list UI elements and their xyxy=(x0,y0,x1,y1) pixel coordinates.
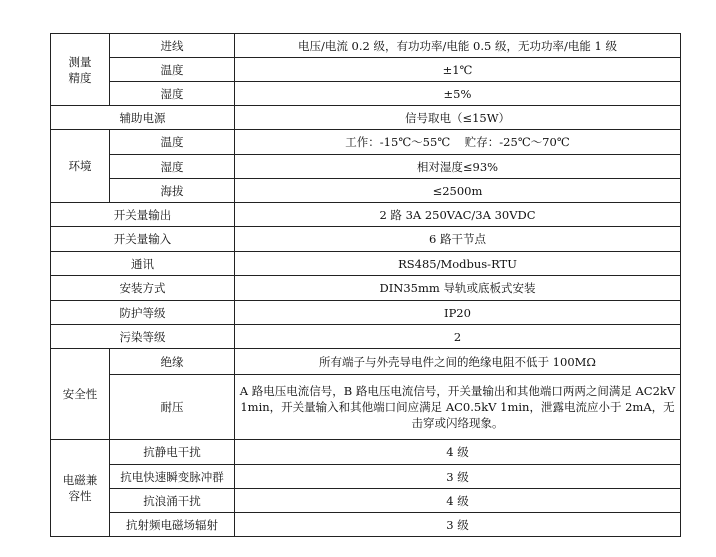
table-row xyxy=(51,227,681,252)
table-row xyxy=(51,130,681,155)
row-label: 抗射频电磁场辐射 xyxy=(110,513,235,537)
row-label: 海拔 xyxy=(110,179,235,203)
table-row xyxy=(51,325,681,349)
row-label: 开关量输出 xyxy=(51,203,235,227)
table-row xyxy=(51,58,681,82)
row-value: A 路电压电流信号，B 路电压电流信号，开关量输出和其他端口两两之间满足 AC2kV 1min，开关量输入和其他端口间应满足 AC0.5kV 1min，泄露电流应小于 2mA，无击穿或闪络现象。 xyxy=(235,375,681,440)
table-row xyxy=(51,513,681,537)
row-label: 抗静电干扰 xyxy=(110,440,235,465)
row-label: 湿度 xyxy=(110,82,235,106)
row-label: 湿度 xyxy=(110,155,235,179)
row-value: 2 xyxy=(235,325,681,349)
table-row xyxy=(51,301,681,325)
row-value: 4 级 xyxy=(235,489,681,513)
row-value: 电压/电流 0.2 级，有功功率/电能 0.5 级，无功功率/电能 1 级 xyxy=(235,34,681,58)
row-label: 污染等级 xyxy=(51,325,235,349)
row-label: 通讯 xyxy=(51,252,235,276)
row-value: 4 级 xyxy=(235,440,681,465)
spec-table xyxy=(50,33,681,537)
row-value: ±1℃ xyxy=(235,58,681,82)
row-value: 3 级 xyxy=(235,513,681,537)
row-value: ±5% xyxy=(235,82,681,106)
row-value: 2 路 3A 250VAC/3A 30VDC xyxy=(235,203,681,227)
row-label: 耐压 xyxy=(110,375,235,440)
row-value: 所有端子与外壳导电件之间的绝缘电阻不低于 100MΩ xyxy=(235,349,681,375)
row-value: 相对湿度≤93% xyxy=(235,155,681,179)
table-row xyxy=(51,82,681,106)
table-row xyxy=(51,252,681,276)
table-row xyxy=(51,34,681,58)
row-label: 安装方式 xyxy=(51,276,235,301)
table-row xyxy=(51,276,681,301)
row-label: 温度 xyxy=(110,130,235,155)
row-label: 抗浪涌干扰 xyxy=(110,489,235,513)
table-row xyxy=(51,155,681,179)
table-row xyxy=(51,179,681,203)
table-row xyxy=(51,489,681,513)
table-row xyxy=(51,375,681,440)
table-row xyxy=(51,465,681,489)
row-value: RS485/Modbus-RTU xyxy=(235,252,681,276)
row-label: 温度 xyxy=(110,58,235,82)
group-safety: 安全性 xyxy=(51,349,110,440)
row-label: 开关量输入 xyxy=(51,227,235,252)
row-label: 防护等级 xyxy=(51,301,235,325)
row-value: 信号取电（≤15W） xyxy=(235,106,681,130)
group-emc: 电磁兼 容性 xyxy=(51,440,110,537)
row-label: 抗电快速瞬变脉冲群 xyxy=(110,465,235,489)
row-label: 辅助电源 xyxy=(51,106,235,130)
group-environment: 环境 xyxy=(51,130,110,203)
row-value: IP20 xyxy=(235,301,681,325)
table-row xyxy=(51,203,681,227)
row-value: 工作：-15℃～55℃ 贮存：-25℃～70℃ xyxy=(235,130,681,155)
row-label: 进线 xyxy=(110,34,235,58)
table-row xyxy=(51,349,681,375)
row-value: 3 级 xyxy=(235,465,681,489)
row-value: ≤2500m xyxy=(235,179,681,203)
row-value: DIN35mm 导轨或底板式安装 xyxy=(235,276,681,301)
row-label: 绝缘 xyxy=(110,349,235,375)
row-value: 6 路干节点 xyxy=(235,227,681,252)
table-row xyxy=(51,440,681,465)
table-row xyxy=(51,106,681,130)
group-measure-accuracy: 测量 精度 xyxy=(51,34,110,106)
